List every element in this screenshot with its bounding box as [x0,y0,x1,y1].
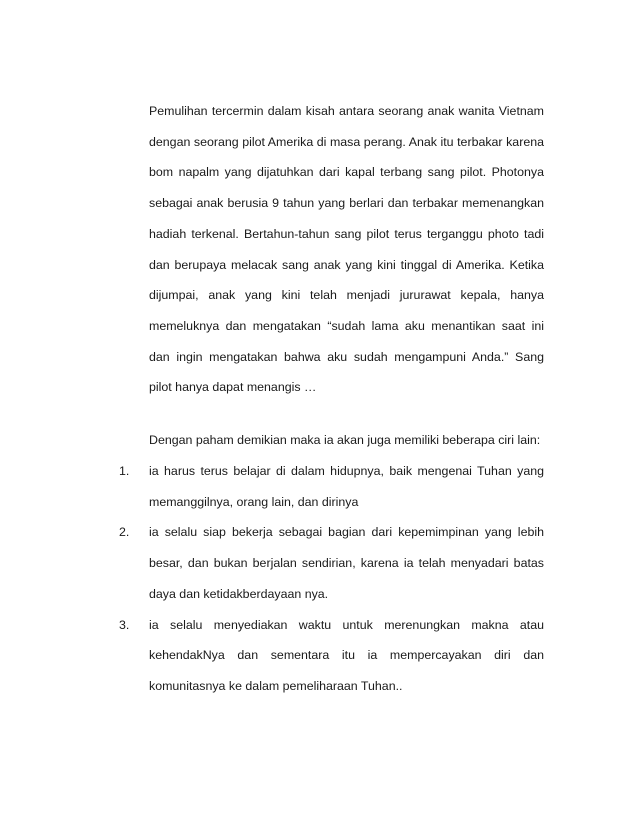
list-number: 1. [119,464,130,478]
list-number: 3. [119,617,130,632]
list-text: ia harus terus belajar di dalam hidupnya, baik mengenai Tuhan yang memanggilnya, orang lain, dan dirinya [149,464,544,509]
story-paragraph: Pemulihan tercermin dalam kisah antara seorang anak wanita Vietnam dengan seorang pilot Amerika di masa perang. Anak itu terbakar karena bom napalm yang dijatuhkan dari kapal terbang sang pilot. Photonya sebagai anak berusia 9 tahun yang berlari dan terbakar memenangkan hadiah terkenal. Bertahun-tahun sang pilot terus terganggu photo tadi dan berupaya melacak sang anak yang kini tinggal di Amerika. Ketika dijumpai, anak yang kini telah menjadi jururawat kepala, hanya memeluknya dan mengatakan “sudah lama aku menantikan saat ini dan ingin mengatakan bahwa aku sudah mengampuni Anda.” Sang pilot hanya dapat menangis … [149,104,544,395]
list-item [0,456,638,517]
list-text: ia selalu siap bekerja sebagai bagian dari kepemimpinan yang lebih besar, dan bukan berjalan sendirian, karena ia telah menyadari batas daya dan ketidakberdayaan nya. [149,525,544,601]
list-item [0,517,638,609]
list-item [0,610,638,702]
list-text: ia selalu menyediakan waktu untuk merenungkan makna atau kehendakNya dan sementara itu ia mempercayakan diri dan komunitasnya ke dalam pemeliharaan Tuhan.. [149,617,544,693]
list-number: 2. [119,525,130,540]
list-intro: Dengan paham demikian maka ia akan juga memiliki beberapa ciri lain: [149,433,541,447]
characteristics-list [0,456,638,702]
